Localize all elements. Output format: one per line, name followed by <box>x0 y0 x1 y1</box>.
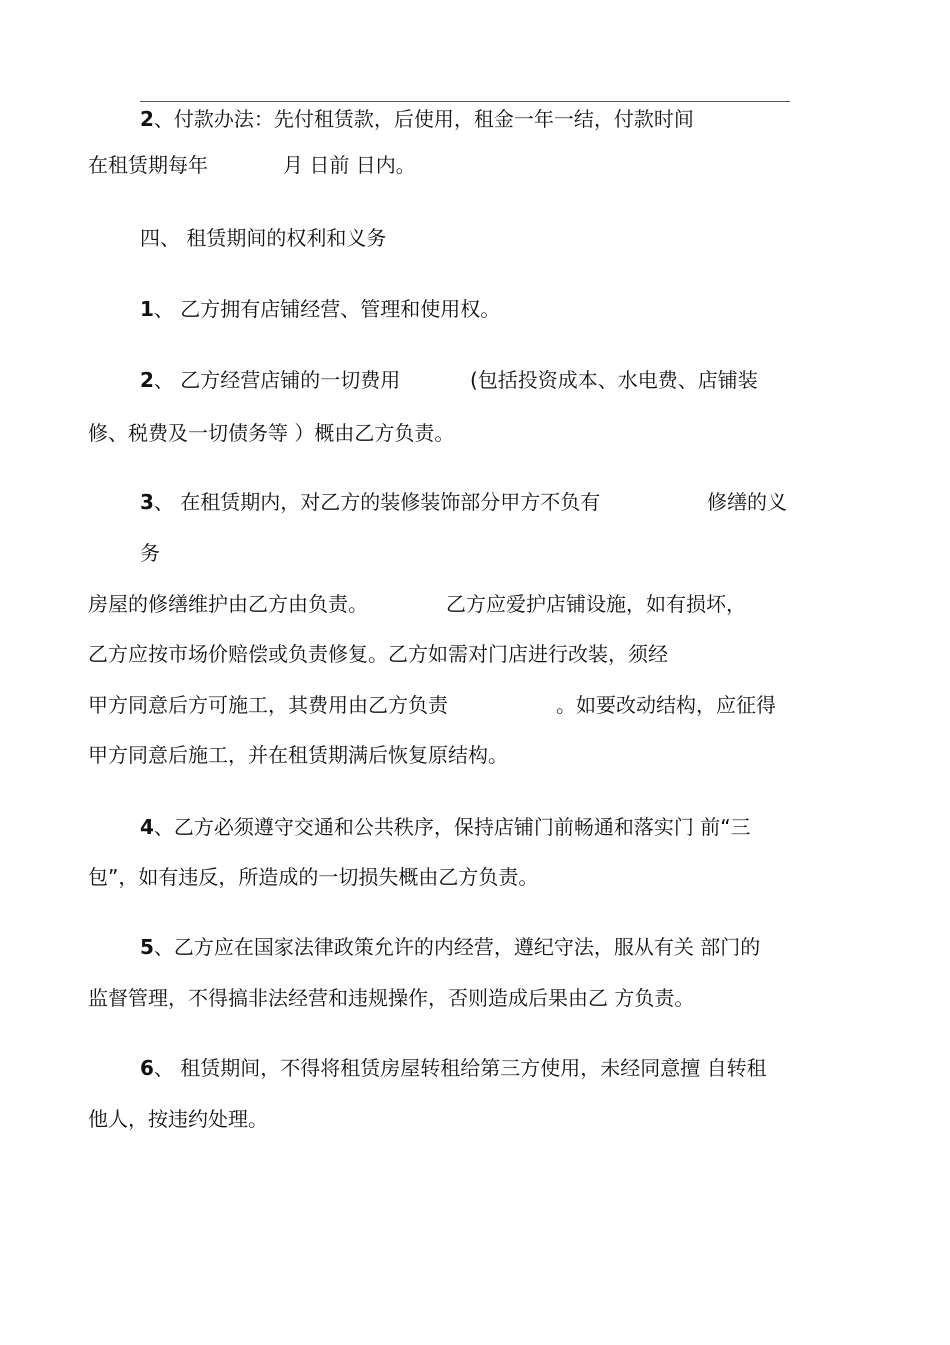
line-text: 、 租赁期间，不得将租赁房屋转租给第三方使用，未经同意擅 自转租 <box>153 1056 767 1080</box>
item-number: 2 <box>140 368 154 392</box>
item-number: 6 <box>140 1056 154 1080</box>
line-text: 、 在租赁期内，对乙方的装修装饰部分甲方不负有 <box>153 490 601 514</box>
line-text: 、 乙方拥有店铺经营、管理和使用权。 <box>153 297 501 321</box>
line-text: 、乙方必须遵守交通和公共秩序，保持店铺门前畅通和落实门 前“三 <box>153 815 751 839</box>
item-number: 5 <box>140 935 154 959</box>
clause-4 <box>140 814 751 840</box>
line-text: 、乙方应在国家法律政策允许的内经营，遵纪守法，服从有关 部门的 <box>153 935 761 959</box>
clause-5 <box>140 934 760 960</box>
section-heading: 四、 租赁期间的权利和义务 <box>140 226 387 250</box>
payment-time-blanks: 月 日前 日内。 <box>283 153 416 177</box>
clause-3-line-e: 。如要改动结构，应征得 <box>556 693 776 717</box>
clause-3-line-f: 甲方同意后施工，并在租赁期满后恢复原结构。 <box>88 743 508 767</box>
clause-3-tail: 修缮的义 <box>707 490 787 514</box>
clause-3-line-b: 乙方应爱护店铺设施，如有损坏， <box>446 592 746 616</box>
clause-6 <box>140 1055 767 1081</box>
item-number: 1 <box>140 297 154 321</box>
header-rule <box>140 101 790 102</box>
clause-3-line-d: 甲方同意后方可施工，其费用由乙方负责 <box>88 693 448 717</box>
clause-2-continued: 修、税费及一切债务等 ）概由乙方负责。 <box>88 421 455 445</box>
payment-method-line <box>140 106 694 132</box>
clause-3-line-c: 乙方应按市场价赔偿或负责修复。乙方如需对门店进行改装，须经 <box>88 642 668 666</box>
clause-3-wrap: 务 <box>140 541 160 565</box>
clause-4-continued: 包”，如有违反，所造成的一切损失概由乙方负责。 <box>88 865 539 889</box>
clause-6-continued: 他人，按违约处理。 <box>88 1107 268 1131</box>
clause-2-paren: (包括投资成本、水电费、店铺装 <box>470 368 758 392</box>
line-text: 、 乙方经营店铺的一切费用 <box>153 368 401 392</box>
clause-3-line-a: 房屋的修缮维护由乙方由负责。 <box>88 592 368 616</box>
line-text: 、付款办法：先付租赁款，后使用，租金一年一结，付款时间 <box>153 107 694 131</box>
clause-5-continued: 监督管理，不得搞非法经营和违规操作，否则造成后果由乙 方负责。 <box>88 986 695 1010</box>
item-number: 3 <box>140 490 154 514</box>
item-number: 2 <box>140 107 154 131</box>
clause-3 <box>140 489 600 515</box>
clause-1 <box>140 296 500 322</box>
clause-2 <box>140 367 400 393</box>
payment-time-text: 在租赁期每年 <box>88 153 208 177</box>
item-number: 4 <box>140 815 154 839</box>
